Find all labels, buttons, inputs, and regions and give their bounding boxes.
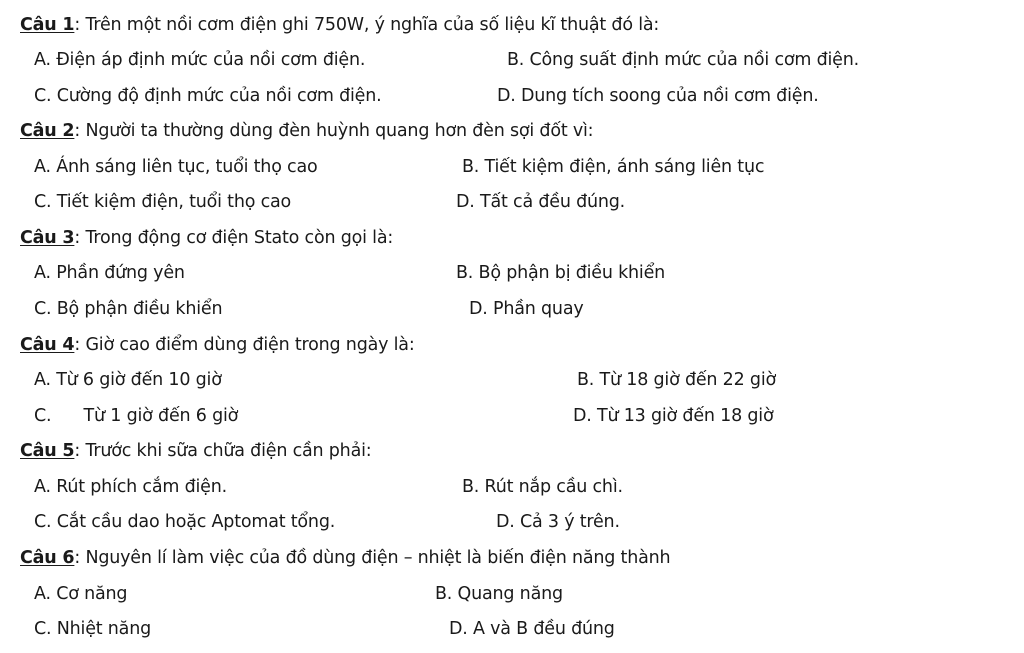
question-1-option-c: C. Cường độ định mức của nồi cơm điện.	[34, 86, 382, 106]
question-5-option-b: B. Rút nắp cầu chì.	[462, 477, 623, 497]
question-2-option-d: D. Tất cả đều đúng.	[456, 192, 626, 212]
question-6-option-c: C. Nhiệt năng	[34, 619, 151, 639]
question-3-option-d: D. Phần quay	[469, 299, 584, 319]
question-2-option-c: C. Tiết kiệm điện, tuổi thọ cao	[34, 192, 292, 212]
question-6-label: Câu 6	[20, 548, 75, 568]
question-4-option-c: C. Từ 1 giờ đến 6 giờ	[34, 406, 239, 426]
question-4-label: Câu 4	[20, 335, 75, 355]
question-2-text: : Người ta thường dùng đèn huỳnh quang hơn đèn sợi đốt vì:	[74, 121, 594, 141]
question-6-option-a: A. Cơ năng	[34, 584, 128, 604]
question-1-option-d: D. Dung tích soong của nồi cơm điện.	[497, 86, 819, 106]
question-3-text: : Trong động cơ điện Stato còn gọi là:	[74, 228, 394, 248]
question-1-option-b: B. Công suất định mức của nồi cơm điện.	[507, 50, 859, 70]
question-6-option-d: D. A và B đều đúng	[449, 619, 615, 639]
question-3-option-a: A. Phần đứng yên	[34, 263, 185, 283]
question-6-option-b: B. Quang năng	[435, 584, 563, 604]
question-6	[20, 546, 670, 570]
question-3-option-c: C. Bộ phận điều khiển	[34, 299, 223, 319]
question-4-option-b: B. Từ 18 giờ đến 22 giờ	[577, 370, 776, 390]
question-2-label: Câu 2	[20, 121, 75, 141]
question-1-option-a: A. Điện áp định mức của nồi cơm điện.	[34, 50, 366, 70]
question-5-label: Câu 5	[20, 441, 75, 461]
question-2-option-a: A. Ánh sáng liên tục, tuổi thọ cao	[34, 157, 318, 177]
question-5-option-d: D. Cả 3 ý trên.	[496, 512, 620, 532]
question-4	[20, 333, 415, 357]
question-4-text: : Giờ cao điểm dùng điện trong ngày là:	[74, 335, 415, 355]
question-2-option-b: B. Tiết kiệm điện, ánh sáng liên tục	[462, 157, 765, 177]
question-3-label: Câu 3	[20, 228, 75, 248]
question-1-text: : Trên một nồi cơm điện ghi 750W, ý nghĩa của số liệu kĩ thuật đó là:	[74, 15, 660, 35]
question-5-option-c: C. Cắt cầu dao hoặc Aptomat tổng.	[34, 512, 336, 532]
question-2	[20, 119, 593, 143]
question-5-option-a: A. Rút phích cắm điện.	[34, 477, 227, 497]
question-3	[20, 226, 393, 250]
question-3-option-b: B. Bộ phận bị điều khiển	[456, 263, 666, 283]
question-4-option-a: A. Từ 6 giờ đến 10 giờ	[34, 370, 222, 390]
question-5-text: : Trước khi sữa chữa điện cần phải:	[74, 441, 372, 461]
question-1-label: Câu 1	[20, 15, 75, 35]
question-6-text: : Nguyên lí làm việc của đồ dùng điện – nhiệt là biến điện năng thành	[74, 548, 671, 568]
question-5	[20, 439, 371, 463]
question-1	[20, 13, 659, 37]
question-4-option-d: D. Từ 13 giờ đến 18 giờ	[573, 406, 774, 426]
